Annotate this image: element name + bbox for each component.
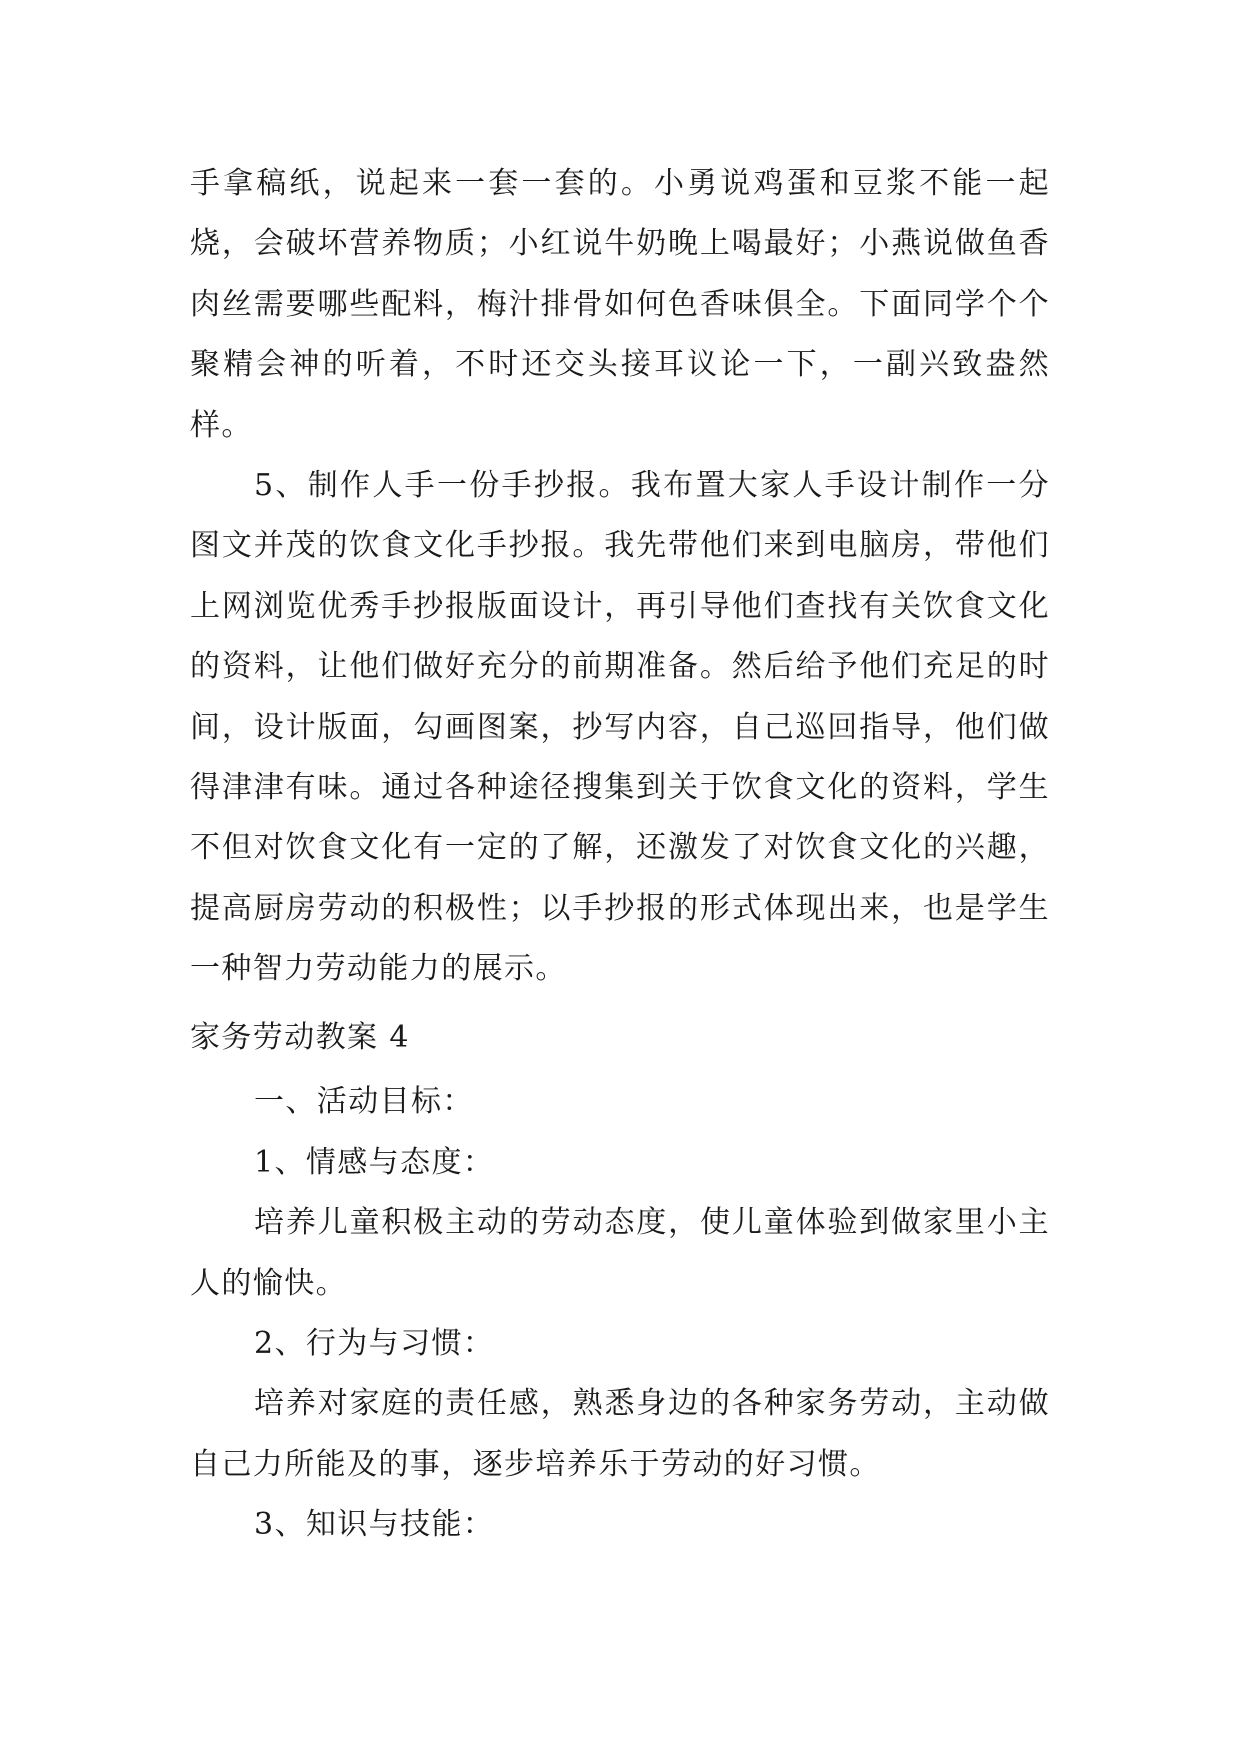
paragraph-handwritten-newspaper: 5、制作人手一份手抄报。我布置大家人手设计制作一分图文并茂的饮食文化手抄报。我先带他们来到电脑房，带他们上网浏览优秀手抄报版面设计，再引导他们查找有关饮食文化的资料，让他们做好充分的前期准备。然后给予他们充足的时间，设计版面，勾画图案，抄写内容，自己巡回指导，他们做得津津有味。通过各种途径搜集到关于饮食文化的资料，学生不但对饮食文化有一定的了解，还激发了对饮食文化的兴趣，提高厨房劳动的积极性；以手抄报的形式体现出来，也是学生一种智力劳动能力的展示。 <box>190 468 1050 987</box>
paragraph-emotion-attitude-heading: 1、情感与态度： <box>254 1144 495 1180</box>
paragraph-behavior-habits-body: 培养对家庭的责任感，熟悉身边的各种家务劳动，主动做自己力所能及的事，逐步培养乐于劳动的好习惯。 <box>190 1386 1050 1482</box>
paragraph-behavior-habits-heading: 2、行为与习惯： <box>254 1326 495 1362</box>
lesson-plan-4-section <box>190 1008 1050 1556</box>
section-title: 家务劳动教案 4 <box>190 1020 410 1055</box>
paragraph-activity-goals: 一、活动目标： <box>254 1084 474 1120</box>
paragraph-emotion-attitude-body: 培养儿童积极主动的劳动态度，使儿童体验到做家里小主人的愉快。 <box>190 1205 1050 1301</box>
paragraph-knowledge-skills-heading: 3、知识与技能： <box>254 1507 495 1543</box>
paragraph-student-sharing: 手拿稿纸，说起来一套一套的。小勇说鸡蛋和豆浆不能一起烧，会破坏营养物质；小红说牛奶晚上喝最好；小燕说做鱼香肉丝需要哪些配料，梅汁排骨如何色香味俱全。下面同学个个聚精会神的听着，不时还交头接耳议论一下，一副兴致盎然样。 <box>190 166 1050 443</box>
lesson-section-continued <box>190 154 1050 1000</box>
